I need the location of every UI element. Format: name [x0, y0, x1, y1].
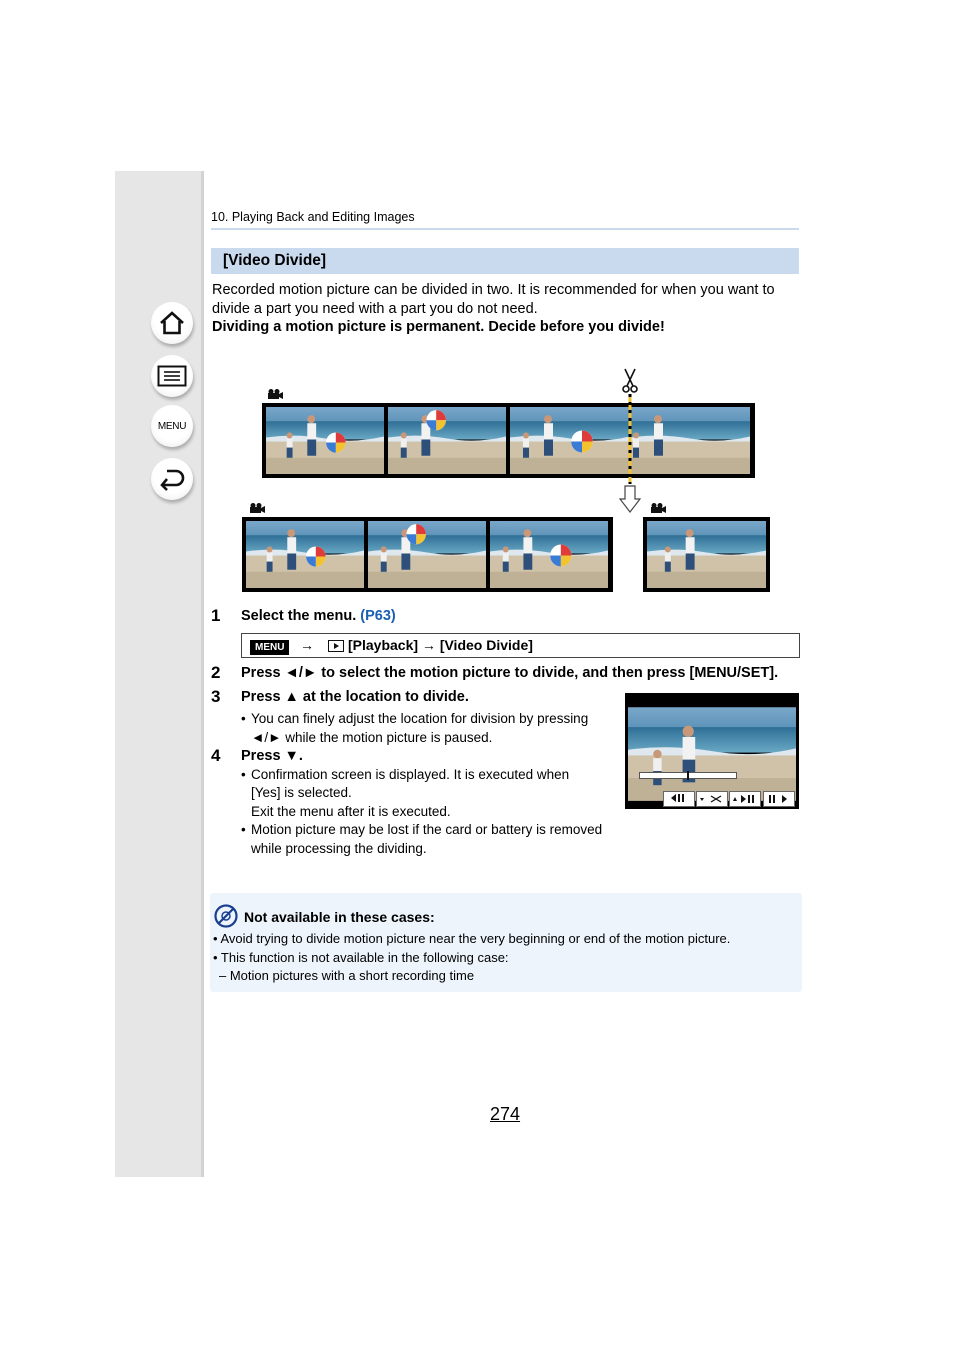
step-4-note-1-line-3: Exit the menu after it is executed.: [251, 804, 451, 819]
chapter-header: 10. Playing Back and Editing Images: [211, 210, 415, 224]
prohibited-icon: [214, 904, 238, 928]
video-camera-icon: [248, 502, 266, 514]
menu-tag: MENU: [250, 640, 289, 655]
forward-button[interactable]: [763, 791, 795, 807]
rewind-button[interactable]: [663, 791, 695, 807]
step-3-note-line-1: You can finely adjust the location for division by pressing: [251, 711, 589, 726]
playback-frame: [628, 703, 796, 805]
bullet-dot: •: [241, 767, 246, 782]
step-1-number: 1: [211, 606, 221, 625]
video-frame: [388, 407, 506, 474]
film-strip-part-1: [242, 517, 613, 592]
menu-button-label: MENU: [157, 420, 187, 432]
video-frame: [490, 521, 608, 588]
page-link-p63[interactable]: (P63): [360, 608, 396, 624]
menu-arrow: →: [300, 637, 314, 653]
home-button[interactable]: [151, 302, 193, 344]
step-1-label: Select the menu.: [241, 608, 357, 624]
step-3-number: 3: [211, 687, 221, 706]
video-camera-icon: [266, 388, 284, 400]
header-rule: [211, 228, 799, 230]
frame-forward-icon: [764, 792, 792, 806]
video-frame: [246, 521, 364, 588]
scissors-icon: [622, 368, 638, 394]
divide-button[interactable]: [696, 791, 728, 807]
step-3-text: Press ▲ at the location to divide.: [241, 689, 469, 705]
step-4-note-1-line-2: [Yes] is selected.: [251, 785, 352, 800]
camera-screen: [625, 693, 799, 809]
warning-text: Dividing a motion picture is permanent. Decide before you divide!: [212, 319, 665, 335]
intro-line-1: Recorded motion picture can be divided in two. It is recommended for when you want to: [212, 282, 775, 298]
play-pause-icon: [730, 792, 758, 806]
film-strip-original: [262, 403, 755, 478]
notice-line-3: – Motion pictures with a short recording time: [219, 968, 475, 983]
menu-path-text: [Playback] → [Video Divide]: [348, 637, 533, 653]
play-pause-button[interactable]: [729, 791, 761, 807]
menu-button[interactable]: [151, 405, 193, 447]
menu-path-box: [241, 633, 800, 658]
step-4-note-2-line-2: while processing the dividing.: [251, 841, 427, 856]
divide-point-marker: [626, 394, 634, 484]
down-arrow-icon: [619, 485, 641, 513]
page-number: 274: [490, 1104, 521, 1124]
video-frame: [368, 521, 486, 588]
return-arrow-icon: [158, 467, 186, 491]
back-button[interactable]: [151, 458, 193, 500]
step-4-note-1-line-1: Confirmation screen is displayed. It is executed when: [251, 767, 570, 782]
intro-line-2: divide a part you need with a part you do not need.: [212, 301, 538, 317]
video-camera-icon: [649, 502, 667, 514]
step-2-text: Press ◄/► to select the motion picture to divide, and then press [MENU/SET].: [241, 665, 779, 681]
progress-marker: [687, 771, 689, 780]
bullet-dot: •: [241, 711, 246, 726]
step-4-number: 4: [211, 746, 221, 765]
frame-back-icon: [669, 794, 689, 802]
step-3-note-line-2: ◄/► while the motion picture is paused.: [251, 730, 493, 745]
step-4-text: Press ▼.: [241, 748, 303, 764]
film-strip-part-2: [643, 517, 770, 592]
list-icon: [157, 365, 187, 387]
section-title-bar: [211, 248, 799, 274]
home-icon: [158, 310, 186, 336]
step-2-number: 2: [211, 663, 221, 682]
video-frame: [647, 521, 766, 588]
notice-line-2: • This function is not available in the following case:: [213, 950, 509, 965]
notice-line-1: • Avoid trying to divide motion picture near the very beginning or end of the motion picture.: [213, 931, 731, 946]
section-title: [Video Divide]: [223, 252, 327, 269]
step-4-note-2-line-1: Motion picture may be lost if the card or battery is removed: [251, 822, 603, 837]
notice-heading: Not available in these cases:: [244, 909, 435, 925]
contents-button[interactable]: [151, 355, 193, 397]
divide-scissors-icon: [697, 792, 725, 806]
not-available-notice: [210, 893, 802, 992]
playback-icon: [328, 640, 344, 652]
bullet-dot: •: [241, 822, 246, 837]
step-1-text: [241, 608, 396, 624]
progress-bar: [639, 772, 737, 779]
sidebar-edge: [201, 171, 204, 1177]
video-frame: [266, 407, 384, 474]
